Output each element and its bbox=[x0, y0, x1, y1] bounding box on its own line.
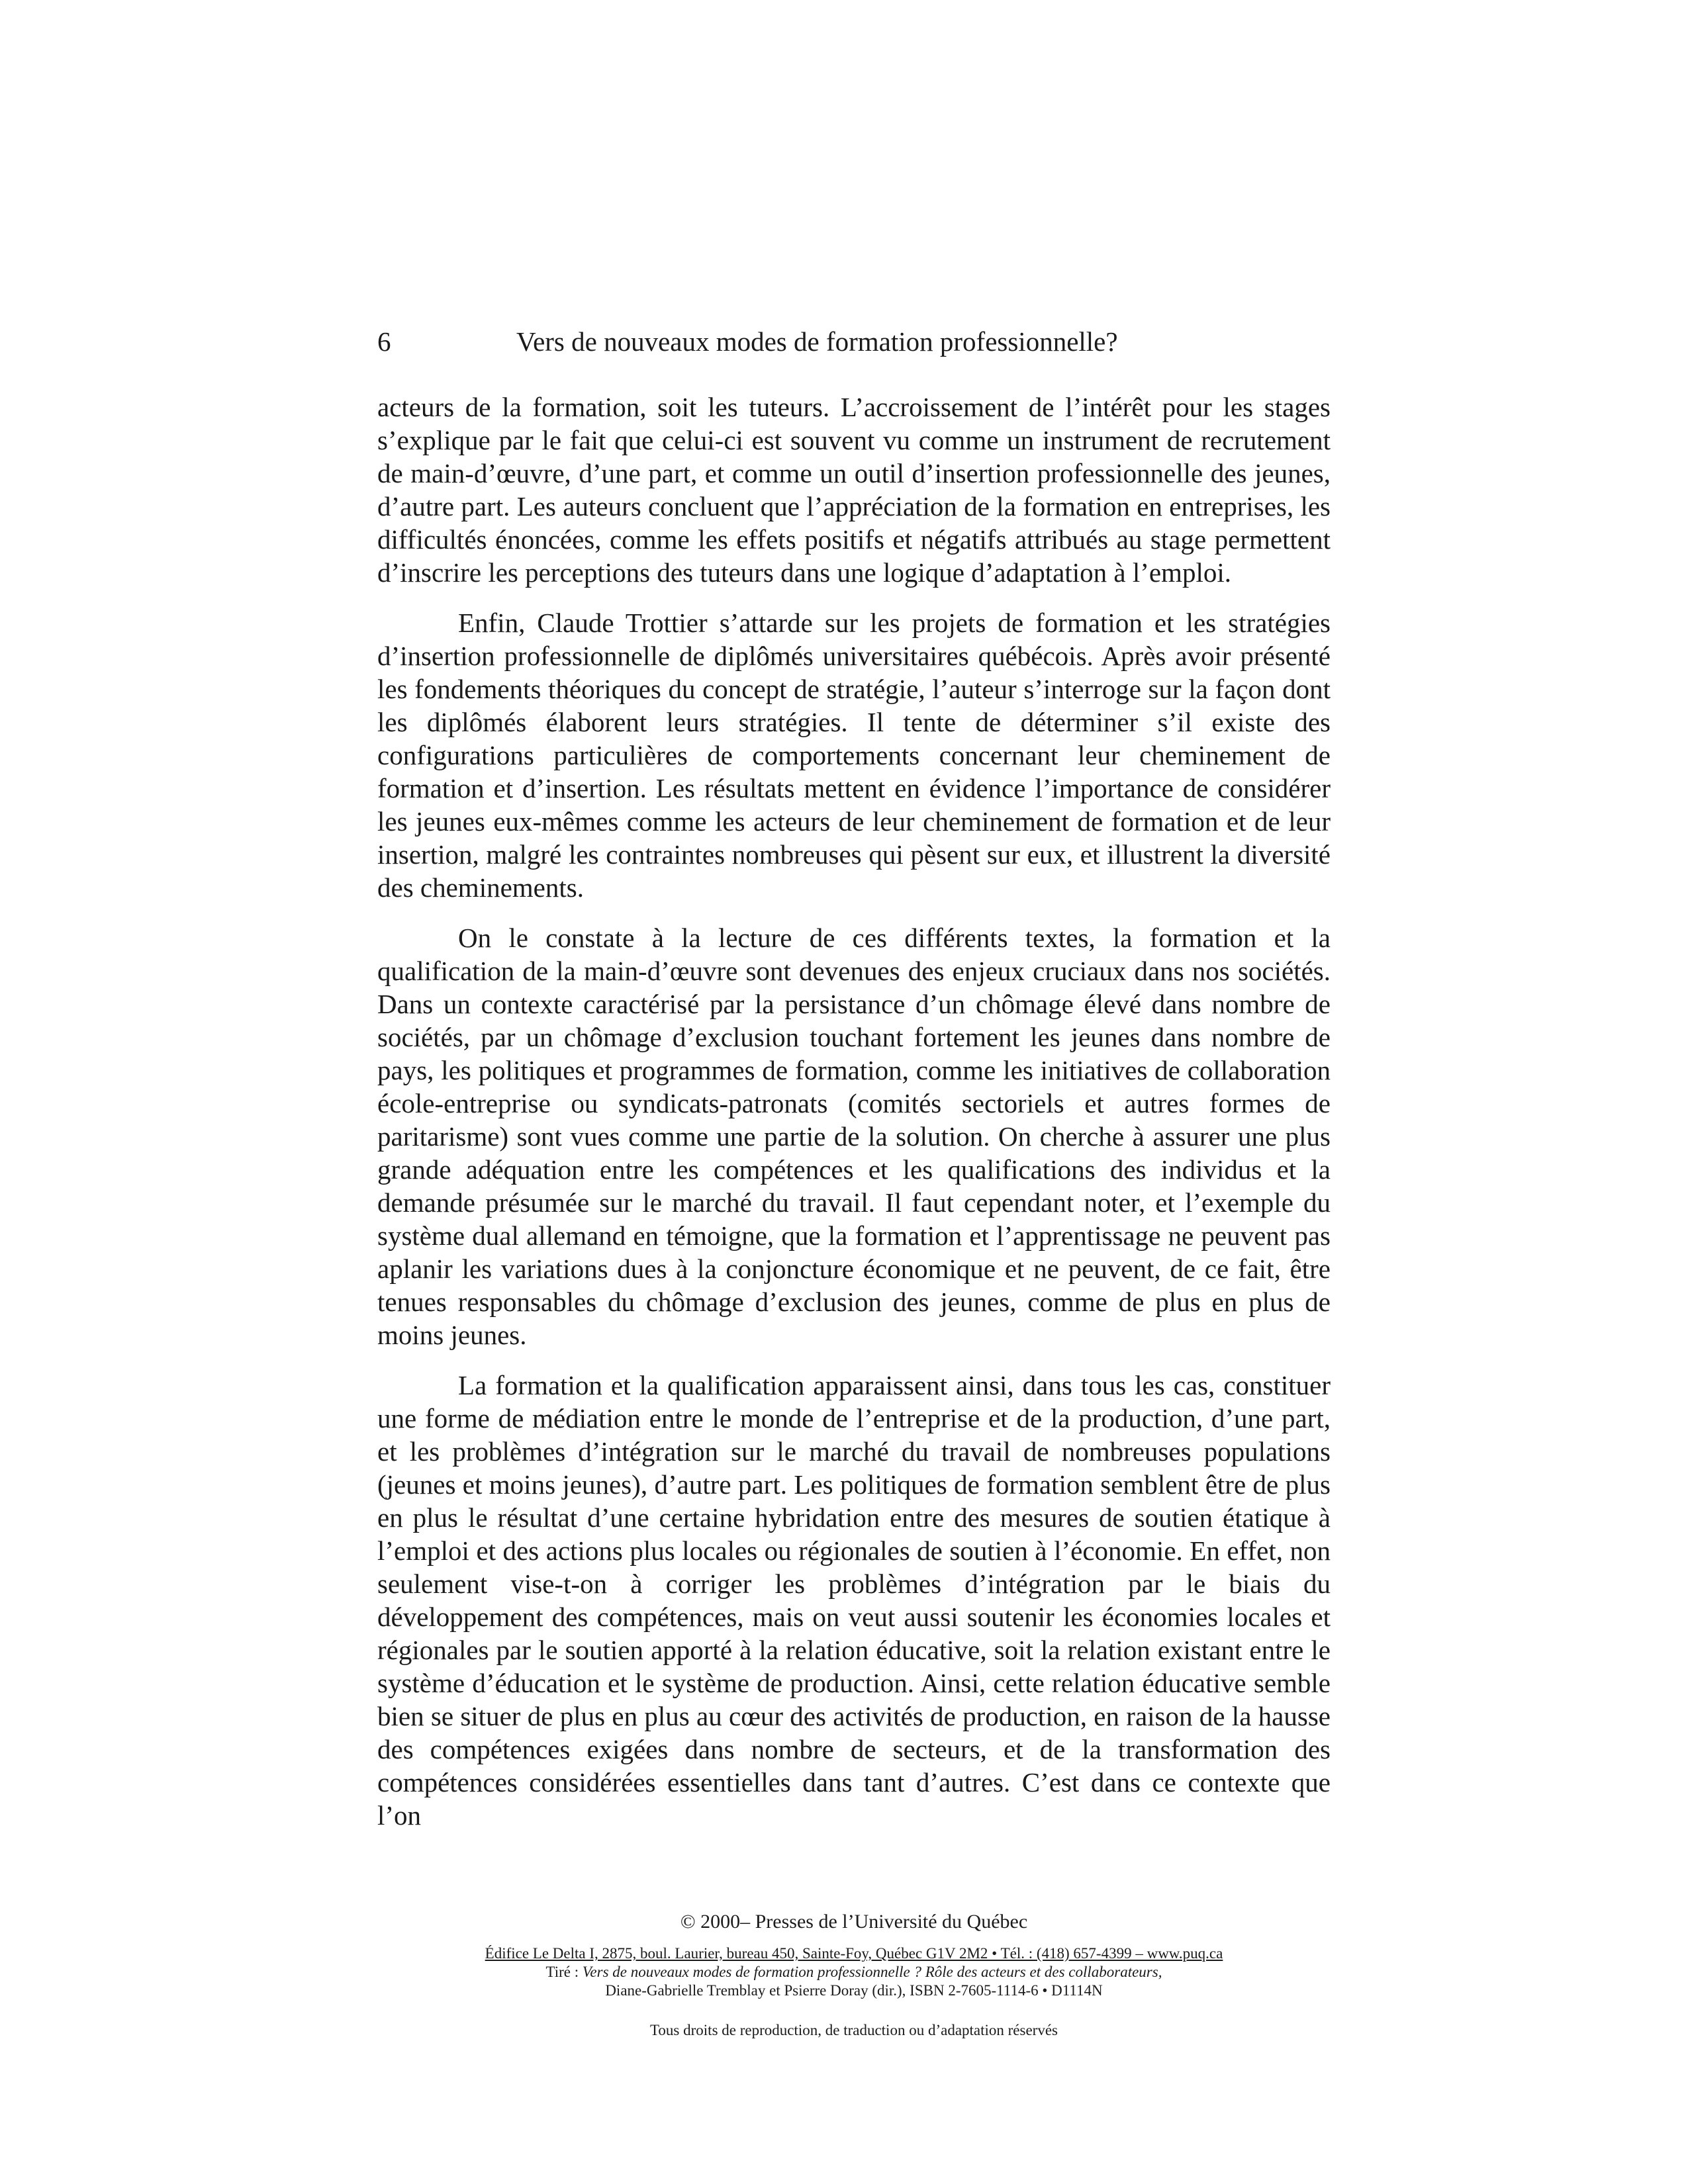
source-line bbox=[377, 1963, 1331, 1981]
publisher-footer bbox=[377, 1907, 1331, 2040]
page-number: 6 bbox=[377, 326, 391, 357]
paragraph-continued: acteurs de la formation, soit les tuteurs. L’accroissement de l’intérêt pour les stages s’explique par le fait que celui-ci est souvent vu comme un instrument de recrutement de main-d’œuvre, d’une part, et comme un outil d’insertion professionnelle des jeunes, d’autre part. Les auteurs concluent que l’appréciation de la formation en entreprises, les difficultés énoncées, comme les effets positifs et négatifs attribués au stage permettent d’inscrire les perceptions des tuteurs dans une logique d’adaptation à l’emploi. bbox=[377, 392, 1331, 588]
paragraph-trottier: Enfin, Claude Trottier s’attarde sur les projets de formation et les stratégies d’insertion professionnelle de diplômés universitaires québécois. Après avoir présenté les fondements théoriques du concept de stratégie, l’auteur s’interroge sur la façon dont les diplômés élaborent leurs stratégies. Il tente de déterminer s’il existe des configurations particulières de comportements concernant leur cheminement de formation et d’insertion. Les résultats mettent en évidence l’importance de considérer les jeunes eux-mêmes comme les acteurs de leur cheminement de formation et de leur insertion, malgré les contraintes nombreuses qui pèsent sur eux, et illustrent la diversité des cheminements. bbox=[377, 608, 1331, 903]
running-title: Vers de nouveaux modes de formation professionnelle? bbox=[516, 326, 1118, 357]
paragraph-mediation: La formation et la qualification apparaissent ainsi, dans tous les cas, constituer une forme de médiation entre le monde de l’entreprise et de la production, d’une part, et les problèmes d’intégration sur le marché du travail de nombreuses populations (jeunes et moins jeunes), d’autre part. Les politiques de formation semblent être de plus en plus le résultat d’une certaine hybridation entre des mesures de soutien étatique à l’emploi et des actions plus locales ou régionales de soutien à l’économie. En effet, non seulement vise-t-on à corriger les problèmes d’intégration par le biais du développement des compétences, mais on veut aussi soutenir les économies locales et régionales par le soutien apporté à la relation éducative, soit la relation existant entre le système d’éducation et le système de production. Ainsi, cette relation éducative semble bien se situer de plus en plus au cœur des activités de production, en raison de la hausse des compétences exigées dans nombre de secteurs, et de la transformation des compétences considérées essentielles dans tant d’autres. C’est dans ce contexte que l’on bbox=[377, 1370, 1331, 1831]
copyright-line: © 2000– Presses de l’Université du Québec bbox=[680, 1911, 1028, 1933]
running-head bbox=[377, 323, 1331, 360]
editors-line: Diane-Gabrielle Tremblay et Psierre Doray (dir.), ISBN 2-7605-1114-6 • D1114N bbox=[605, 1982, 1103, 1999]
source-title: Vers de nouveaux modes de formation professionnelle ? Rôle des acteurs et des collaborateurs, bbox=[582, 1964, 1162, 1980]
paragraph-constat: On le constate à la lecture de ces différents textes, la formation et la qualification de la main-d’œuvre sont devenues des enjeux cruciaux dans nos sociétés. Dans un contexte caractérisé par la persistance d’un chômage élevé dans nombre de sociétés, par un chômage d’exclusion touchant fortement les jeunes dans nombre de pays, les politiques et programmes de formation, comme les initiatives de collaboration école-entreprise ou syndicats-patronats (comités sectoriels et autres formes de paritarisme) sont vues comme une partie de la solution. On cherche à assurer une plus grande adéquation entre les compétences et les qualifications des individus et la demande présumée sur le marché du travail. Il faut cependant noter, et l’exemple du système dual allemand en témoigne, que la formation et l’apprentissage ne peuvent pas aplanir les variations dues à la conjoncture économique et ne peuvent, de ce fait, être tenues responsables du chômage d’exclusion des jeunes, comme de plus en plus de moins jeunes. bbox=[377, 923, 1331, 1350]
source-prefix: Tiré : bbox=[545, 1964, 583, 1980]
rights-notice: Tous droits de reproduction, de traduction ou d’adaptation réservés bbox=[649, 2022, 1058, 2038]
body-text bbox=[377, 390, 1331, 1849]
publisher-address: Édifice Le Delta I, 2875, boul. Laurier, bureau 450, Sainte-Foy, Québec G1V 2M2 • Tél. : (418) 657-4399 – www.puq.ca bbox=[485, 1945, 1223, 1962]
